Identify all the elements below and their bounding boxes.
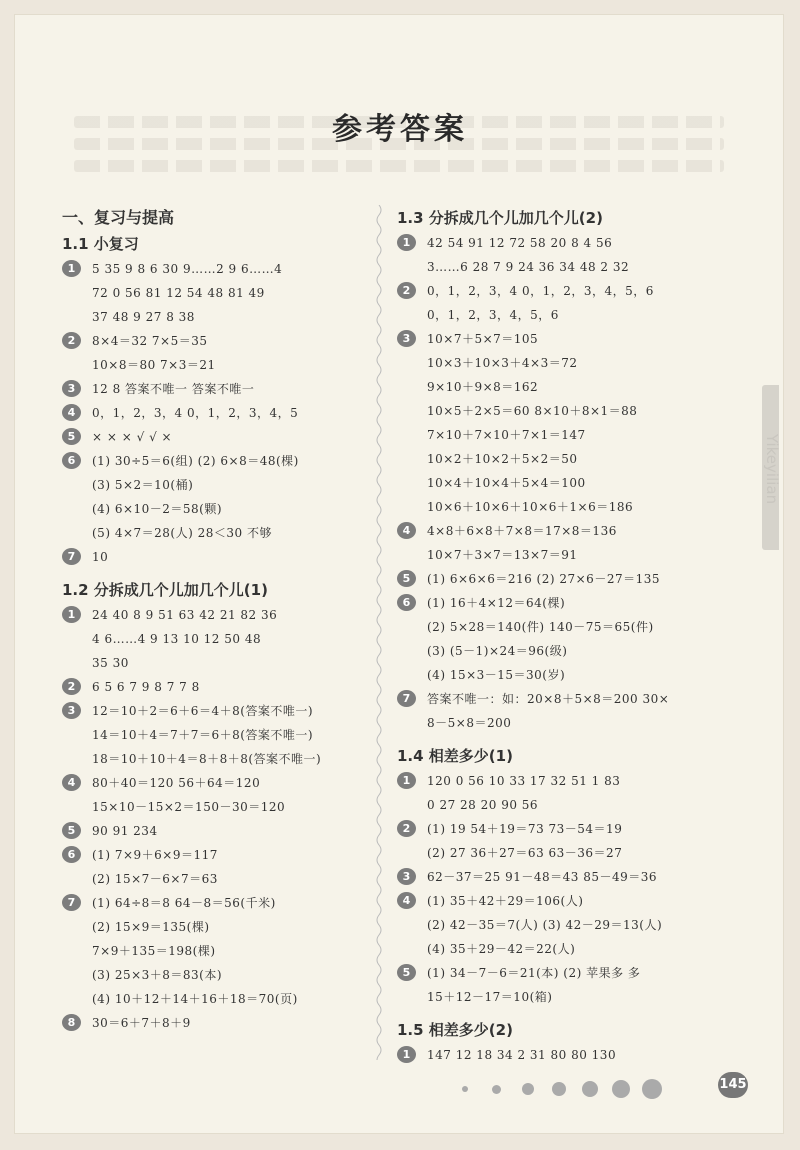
- answer-line: 15×10－15×2＝150－30＝120: [92, 800, 286, 814]
- answer-line: 答案不唯一：如：20×8＋5×8＝200 30×: [427, 692, 670, 706]
- answer-item: [397, 231, 717, 279]
- item-number-badge: 4: [397, 892, 416, 909]
- item-number-badge: 7: [62, 894, 81, 911]
- decoration-dot: [462, 1086, 468, 1092]
- answer-line: 80＋40＝120 56＋64＝120: [92, 776, 261, 790]
- item-number-badge: 1: [397, 1046, 416, 1063]
- answer-line: (4) 6×10－2＝58(颗): [92, 502, 223, 516]
- answer-item: [62, 699, 372, 771]
- answer-line: 0，1，2，3，4 0，1，2，3，4，5，6: [427, 284, 654, 298]
- item-number-badge: 8: [62, 1014, 81, 1031]
- answer-line: (1) 16＋4×12＝64(棵): [427, 596, 566, 610]
- item-number-badge: 6: [62, 846, 81, 863]
- answer-line: (2) 27 36＋27＝63 63－36＝27: [427, 846, 623, 860]
- decoration-dot: [492, 1085, 501, 1094]
- answer-line: 42 54 91 12 72 58 20 8 4 56: [427, 236, 613, 250]
- answer-line: 15＋12－17＝10(箱): [427, 990, 553, 1004]
- subsection-heading: 1.4 相差多少(1): [397, 747, 513, 765]
- answer-item: [397, 279, 717, 327]
- answer-line: (1) 7×9＋6×9＝117: [92, 848, 218, 862]
- wavy-column-divider: [375, 205, 383, 1060]
- answer-line: 0，1，2，3，4 0，1，2，3，4，5: [92, 406, 299, 420]
- answer-line: 8×4＝32 7×5＝35: [92, 334, 208, 348]
- answer-line: 9×10＋9×8＝162: [427, 380, 539, 394]
- answer-line: 147 12 18 34 2 31 80 80 130: [427, 1048, 617, 1062]
- item-number-badge: 5: [397, 570, 416, 587]
- answer-line: (3) (5－1)×24＝96(级): [427, 644, 568, 658]
- answer-line: (1) 19 54＋19＝73 73－54＝19: [427, 822, 623, 836]
- item-number-badge: 4: [397, 522, 416, 539]
- answer-line: 30＝6＋7＋8＋9: [92, 1016, 191, 1030]
- answer-line: 8－5×8＝200: [427, 716, 512, 730]
- answer-line: (4) 35＋29－42＝22(人): [427, 942, 576, 956]
- answer-item: [397, 687, 717, 735]
- item-number-badge: 3: [397, 330, 416, 347]
- answer-line: 6 5 6 7 9 8 7 7 8: [92, 680, 200, 694]
- item-number-badge: 2: [397, 820, 416, 837]
- right-column: [397, 205, 717, 1067]
- answer-line: 5 35 9 8 6 30 9……2 9 6……4: [92, 262, 283, 276]
- answer-line: 4 6……4 9 13 10 12 50 48: [92, 632, 262, 646]
- answer-line: 10×7＋5×7＝105: [427, 332, 539, 346]
- answer-line: 10: [92, 550, 109, 564]
- answer-line: 24 40 8 9 51 63 42 21 82 36: [92, 608, 278, 622]
- answer-item: [62, 603, 372, 675]
- decoration-dot: [522, 1083, 534, 1095]
- answer-line: (2) 15×9＝135(棵): [92, 920, 210, 934]
- answer-line: (4) 15×3－15＝30(岁): [427, 668, 566, 682]
- answer-item: [397, 1043, 717, 1067]
- answer-line: 18＝10＋10＋4＝8＋8＋8(答案不唯一): [92, 752, 322, 766]
- item-number-badge: 2: [62, 678, 81, 695]
- answer-line: 90 91 234: [92, 824, 158, 838]
- subsection-heading: 1.1 小复习: [62, 235, 139, 253]
- answer-item: [62, 401, 372, 425]
- subsection-heading: 1.5 相差多少(2): [397, 1021, 513, 1039]
- answer-line: 10×4＋10×4＋5×4＝100: [427, 476, 586, 490]
- decoration-dot: [642, 1079, 662, 1099]
- page-title: 参考答案: [332, 112, 468, 147]
- answer-item: [62, 329, 372, 377]
- answer-item: [397, 817, 717, 865]
- item-number-badge: 1: [62, 606, 81, 623]
- answer-item: [62, 675, 372, 699]
- answer-line: 10×8＝80 7×3＝21: [92, 358, 216, 372]
- answer-line: (1) 30÷5＝6(组) (2) 6×8＝48(棵): [92, 454, 299, 468]
- answer-line: 37 48 9 27 8 38: [92, 310, 195, 324]
- answer-line: (2) 42－35＝7(人) (3) 42－29＝13(人): [427, 918, 663, 932]
- answer-item: [62, 545, 372, 569]
- answer-line: (3) 25×3＋8＝83(本): [92, 968, 223, 982]
- answer-item: [397, 889, 717, 961]
- section-heading: 一、复习与提高: [62, 208, 175, 227]
- answer-line: 7×9＋135＝198(棵): [92, 944, 216, 958]
- answer-item: [62, 843, 372, 891]
- left-column: [62, 205, 372, 1035]
- item-number-badge: 6: [397, 594, 416, 611]
- decoration-dot: [582, 1081, 598, 1097]
- answer-line: 10×3＋10×3＋4×3＝72: [427, 356, 578, 370]
- answer-line: 0，1，2，3，4，5，6: [427, 308, 559, 322]
- item-number-badge: 1: [397, 234, 416, 251]
- item-number-badge: 4: [62, 404, 81, 421]
- decoration-dot: [552, 1082, 566, 1096]
- answer-line: 62－37＝25 91－48＝43 85－49＝36: [427, 870, 658, 884]
- item-number-badge: 1: [62, 260, 81, 277]
- answer-item: [397, 865, 717, 889]
- answer-item: [397, 961, 717, 1009]
- subsection-heading: 1.2 分拆成几个儿加几个儿(1): [62, 581, 268, 599]
- answer-item: [62, 425, 372, 449]
- answer-line: 10×2＋10×2＋5×2＝50: [427, 452, 578, 466]
- answer-item: [62, 449, 372, 545]
- item-number-badge: 3: [397, 868, 416, 885]
- item-number-badge: 7: [397, 690, 416, 707]
- answer-line: 7×10＋7×10＋7×1＝147: [427, 428, 586, 442]
- answer-line: (1) 6×6×6＝216 (2) 27×6－27＝135: [427, 572, 660, 586]
- answer-line: 3……6 28 7 9 24 36 34 48 2 32: [427, 260, 630, 274]
- answer-line: (2) 5×28＝140(件) 140－75＝65(件): [427, 620, 654, 634]
- answer-item: [397, 769, 717, 817]
- answer-line: 12＝10＋2＝6＋6＝4＋8(答案不唯一): [92, 704, 314, 718]
- answer-line: 14＝10＋4＝7＋7＝6＋8(答案不唯一): [92, 728, 314, 742]
- item-number-badge: 5: [62, 428, 81, 445]
- item-number-badge: 5: [397, 964, 416, 981]
- answer-line: (3) 5×2＝10(桶): [92, 478, 194, 492]
- item-number-badge: 6: [62, 452, 81, 469]
- answer-line: (1) 34－7－6＝21(本) (2) 苹果多 多: [427, 966, 641, 980]
- answer-item: [397, 327, 717, 519]
- answer-item: [62, 891, 372, 1011]
- answer-line: (5) 4×7＝28(人) 28＜30 不够: [92, 526, 272, 540]
- answer-item: [62, 819, 372, 843]
- answer-line: (4) 10＋12＋14＋16＋18＝70(页): [92, 992, 298, 1006]
- item-number-badge: 4: [62, 774, 81, 791]
- answer-line: 120 0 56 10 33 17 32 51 1 83: [427, 774, 621, 788]
- item-number-badge: 3: [62, 702, 81, 719]
- item-number-badge: 5: [62, 822, 81, 839]
- answer-line: 0 27 28 20 90 56: [427, 798, 539, 812]
- answer-line: (2) 15×7－6×7＝63: [92, 872, 218, 886]
- answer-line: (1) 64÷8＝8 64－8＝56(千米): [92, 896, 276, 910]
- answer-line: 10×5＋2×5＝60 8×10＋8×1＝88: [427, 404, 638, 418]
- answer-item: [397, 567, 717, 591]
- item-number-badge: 2: [62, 332, 81, 349]
- answer-line: 35 30: [92, 656, 129, 670]
- item-number-badge: 2: [397, 282, 416, 299]
- page-number-badge: 145: [718, 1072, 748, 1098]
- answer-item: [62, 771, 372, 819]
- answer-item: [62, 377, 372, 401]
- side-tab-label: Yikeyilian: [763, 433, 781, 505]
- answer-line: 12 8 答案不唯一 答案不唯一: [92, 382, 255, 396]
- answer-item: [397, 591, 717, 687]
- answer-line: 72 0 56 81 12 54 48 81 49: [92, 286, 265, 300]
- answer-item: [62, 1011, 372, 1035]
- subsection-heading: 1.3 分拆成几个儿加几个儿(2): [397, 209, 603, 227]
- answer-item: [397, 519, 717, 567]
- decoration-dot: [612, 1080, 630, 1098]
- answer-line: 4×8＋6×8＋7×8＝17×8＝136: [427, 524, 617, 538]
- item-number-badge: 7: [62, 548, 81, 565]
- answer-line: 10×7＋3×7＝13×7＝91: [427, 548, 578, 562]
- item-number-badge: 3: [62, 380, 81, 397]
- answer-line: (1) 35＋42＋29＝106(人): [427, 894, 584, 908]
- answer-line: × × × √ √ ×: [92, 430, 173, 444]
- answer-item: [62, 257, 372, 329]
- answer-line: 10×6＋10×6＋10×6＋1×6＝186: [427, 500, 634, 514]
- item-number-badge: 1: [397, 772, 416, 789]
